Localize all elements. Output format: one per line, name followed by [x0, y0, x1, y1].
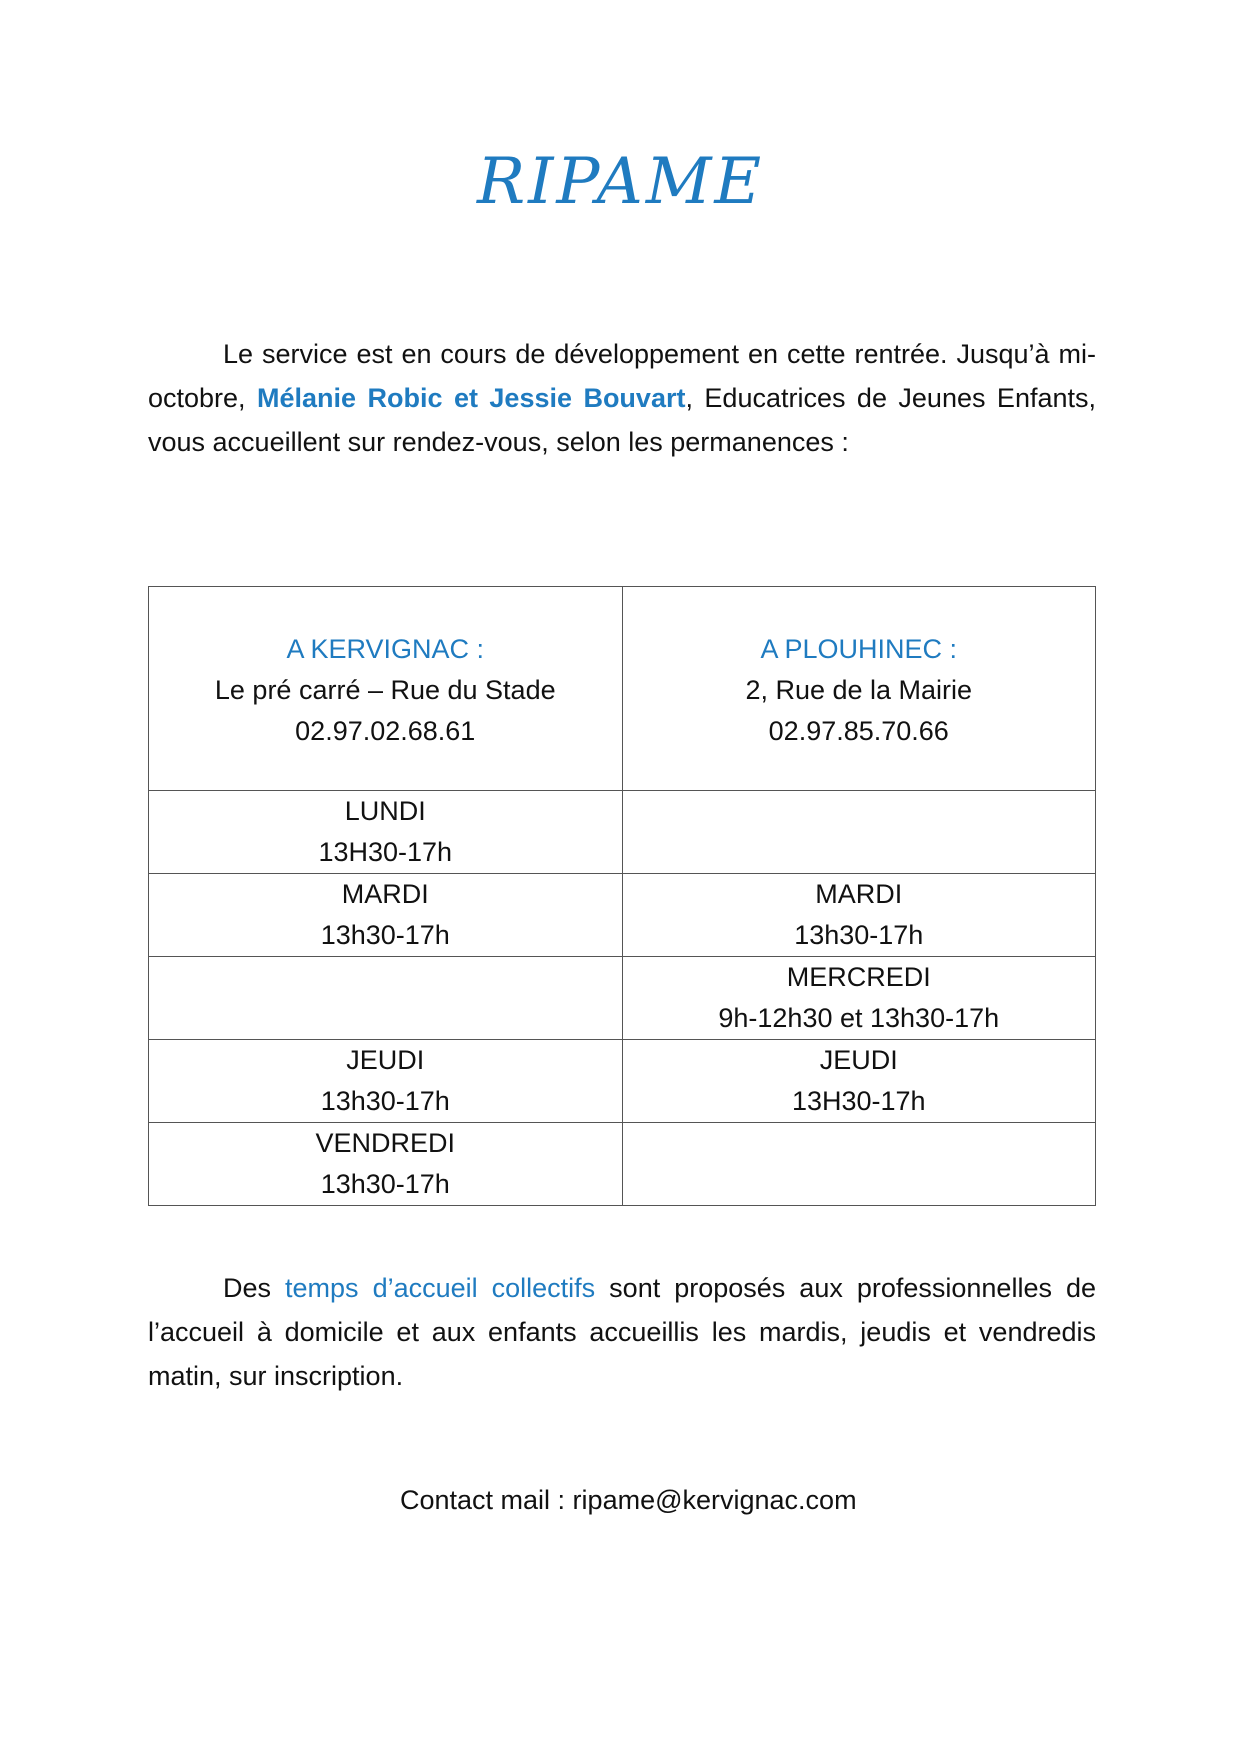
plouhinec-header-cell — [622, 587, 1096, 791]
kervignac-cell — [149, 1040, 623, 1123]
educator-names: Mélanie Robic et Jessie Bouvart — [257, 383, 686, 413]
intro-paragraph — [148, 332, 1096, 464]
kervignac-header-cell — [149, 587, 623, 791]
time-label: 13h30-17h — [320, 1086, 450, 1116]
intro-text-end: , Educatrices de Jeunes Enfants, vous accueillent sur rendez-vous, selon les permanences : — [148, 383, 1096, 457]
collective-sessions-highlight: temps d’accueil collectifs — [285, 1273, 596, 1303]
table-row — [149, 1123, 1096, 1206]
plouhinec-cell — [622, 1123, 1096, 1206]
plouhinec-address: 2, Rue de la Mairie — [745, 675, 973, 705]
schedule-table — [148, 586, 1096, 1206]
table-row — [149, 957, 1096, 1040]
time-label: 13h30-17h — [320, 920, 450, 950]
outro-text-start: Des — [223, 1273, 286, 1303]
plouhinec-cell — [622, 874, 1096, 957]
day-label: VENDREDI — [315, 1128, 456, 1158]
time-label: 9h-12h30 et 13h30-17h — [718, 1003, 1000, 1033]
kervignac-phone: 02.97.02.68.61 — [295, 716, 476, 746]
plouhinec-heading: A PLOUHINEC : — [760, 634, 958, 664]
day-label: LUNDI — [344, 796, 426, 826]
intro-text-start: Le service est en cours de développement en cette rentrée. Jusqu’à mi-octobre, — [148, 339, 1096, 413]
table-row — [149, 791, 1096, 874]
kervignac-cell — [149, 1123, 623, 1206]
time-label: 13h30-17h — [794, 920, 924, 950]
kervignac-cell — [149, 874, 623, 957]
kervignac-address: Le pré carré – Rue du Stade — [214, 675, 556, 705]
page-title: RIPAME — [476, 145, 765, 219]
time-label: 13H30-17h — [791, 1086, 926, 1116]
day-label: JEUDI — [819, 1045, 898, 1075]
outro-text-end: sont proposés aux professionnelles de l’accueil à domicile et aux enfants accueillis les mardis, jeudis et vendredis matin, sur inscription. — [148, 1273, 1096, 1391]
plouhinec-cell — [622, 1040, 1096, 1123]
kervignac-cell — [149, 957, 623, 1040]
plouhinec-cell — [622, 791, 1096, 874]
day-label: MARDI — [815, 879, 903, 909]
time-label: 13H30-17h — [318, 837, 453, 867]
table-row — [149, 874, 1096, 957]
kervignac-heading: A KERVIGNAC : — [286, 634, 485, 664]
day-label: MERCREDI — [786, 962, 931, 992]
table-header-row — [149, 587, 1096, 791]
plouhinec-phone: 02.97.85.70.66 — [768, 716, 949, 746]
table-row — [149, 1040, 1096, 1123]
plouhinec-cell — [622, 957, 1096, 1040]
outro-paragraph — [148, 1266, 1096, 1398]
time-label: 13h30-17h — [320, 1169, 450, 1199]
day-label: MARDI — [341, 879, 429, 909]
day-label: JEUDI — [346, 1045, 425, 1075]
kervignac-cell — [149, 791, 623, 874]
contact-email: Contact mail : ripame@kervignac.com — [400, 1485, 857, 1515]
